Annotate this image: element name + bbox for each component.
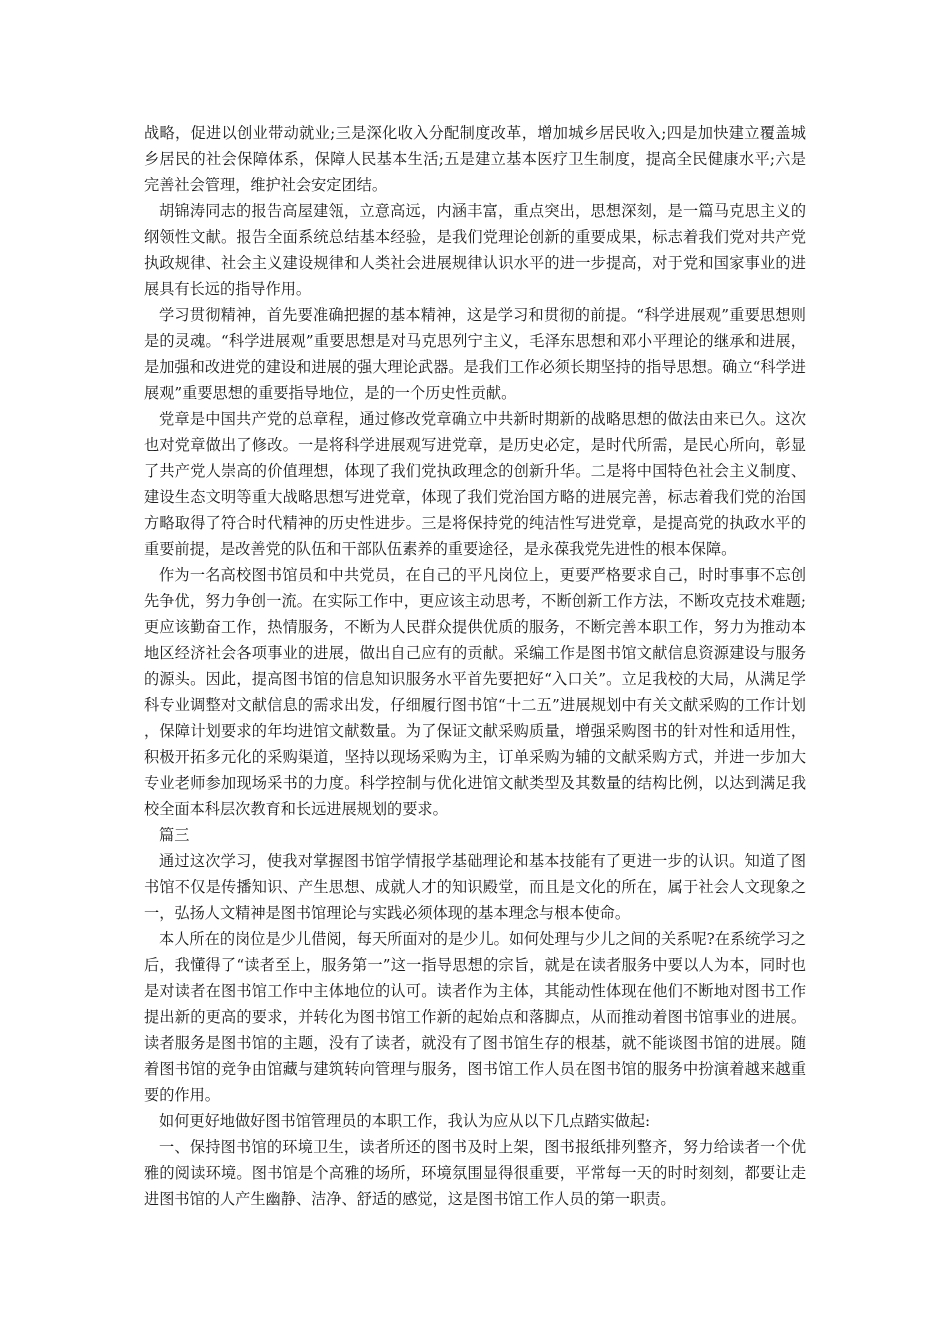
paragraph: 一、保持图书馆的环境卫生，读者所还的图书及时上架，图书报纸排列整齐，努力给读者一个优雅的阅读环境。图书馆是个高雅的场所，环境氛围显得很重要，平常每一天的时时刻刻，都要让走进图书馆的人产生幽静、洁净、舒适的感觉，这是图书馆工作人员的第一职责。 bbox=[144, 1138, 806, 1208]
section-heading: 篇三 bbox=[159, 826, 190, 844]
paragraph: 作为一名高校图书馆员和中共党员，在自己的平凡岗位上，更要严格要求自己，时时事事不忘创先争优，努力争创一流。在实际工作中，更应该主动思考，不断创新工作方法，不断攻克技术难题;更应该勤奋工作，热情服务，不断为人民群众提供优质的服务，不断完善本职工作，努力为推动本地区经济社会各项事业的进展，做出自己应有的贡献。采编工作是图书馆文献信息资源建设与服务的源头。因此，提高图书馆的信息知识服务水平首先要把好“入口关”。立足我校的大局，从满足学科专业调整对文献信息的需求出发，仔细履行图书馆“十二五”进展规划中有关文献采购的工作计划，保障计划要求的年均进馆文献数量。为了保证文献采购质量，增强采购图书的针对性和适用性，积极开拓多元化的采购渠道，坚持以现场采购为主，订单采购为辅的文献采购方式，并进一步加大专业老师参加现场采书的力度。科学控制与优化进馆文献类型及其数量的结构比例，以达到满足我校全面本科层次教育和长远进展规划的要求。 bbox=[144, 566, 806, 818]
paragraph: 战略，促进以创业带动就业;三是深化收入分配制度改革，增加城乡居民收入;四是加快建立覆盖城乡居民的社会保障体系，保障人民基本生活;五是建立基本医疗卫生制度，提高全民健康水平;六是完善社会管理，维护社会安定团结。 bbox=[144, 124, 806, 194]
paragraph: 本人所在的岗位是少儿借阅，每天所面对的是少儿。如何处理与少儿之间的关系呢?在系统学习之后，我懂得了“读者至上，服务第一”这一指导思想的宗旨，就是在读者服务中要以人为本，同时也是对读者在图书馆工作中主体地位的认可。读者作为主体，其能动性体现在他们不断地对图书工作提出新的更高的要求，并转化为图书馆工作新的起始点和落脚点，从而推动着图书馆事业的进展。读者服务是图书馆的主题，没有了读者，就没有了图书馆生存的根基，就不能谈图书馆的进展。随着图书馆的竞争由馆藏与建筑转向管理与服务，图书馆工作人员在图书馆的服务中扮演着越来越重要的作用。 bbox=[144, 930, 806, 1104]
paragraph: 胡锦涛同志的报告高屋建瓴，立意高远，内涵丰富，重点突出，思想深刻，是一篇马克思主义的纲领性文献。报告全面系统总结基本经验，是我们党理论创新的重要成果，标志着我们党对共产党执政规律、社会主义建设规律和人类社会进展规律认识水平的进一步提高，对于党和国家事业的进展具有长远的指导作用。 bbox=[144, 202, 806, 298]
paragraph: 如何更好地做好图书馆管理员的本职工作，我认为应从以下几点踏实做起: bbox=[159, 1112, 651, 1130]
paragraph: 通过这次学习，使我对掌握图书馆学情报学基础理论和基本技能有了更进一步的认识。知道了图书馆不仅是传播知识、产生思想、成就人才的知识殿堂，而且是文化的所在，属于社会人文现象之一，弘扬人文精神是图书馆理论与实践必须体现的基本理念与根本使命。 bbox=[144, 852, 806, 922]
paragraph: 党章是中国共产党的总章程，通过修改党章确立中共新时期新的战略思想的做法由来已久。这次也对党章做出了修改。一是将科学进展观写进党章，是历史必定，是时代所需，是民心所向，彰显了共产党人崇高的价值理想，体现了我们党执政理念的创新升华。二是将中国特色社会主义制度、建设生态文明等重大战略思想写进党章，体现了我们党治国方略的进展完善，标志着我们党的治国方略取得了符合时代精神的历史性进步。三是将保持党的纯洁性写进党章，是提高党的执政水平的重要前提，是改善党的队伍和干部队伍素养的重要途径，是永葆我党先进性的根本保障。 bbox=[144, 410, 806, 558]
paragraph: 学习贯彻精神，首先要准确把握的基本精神，这是学习和贯彻的前提。“科学进展观”重要思想则是的灵魂。“科学进展观”重要思想是对马克思列宁主义，毛泽东思想和邓小平理论的继承和进展，是加强和改进党的建设和进展的强大理论武器。是我们工作必须长期坚持的指导思想。确立“科学进展观”重要思想的重要指导地位，是的一个历史性贡献。 bbox=[144, 306, 806, 402]
document-page bbox=[144, 120, 806, 1212]
